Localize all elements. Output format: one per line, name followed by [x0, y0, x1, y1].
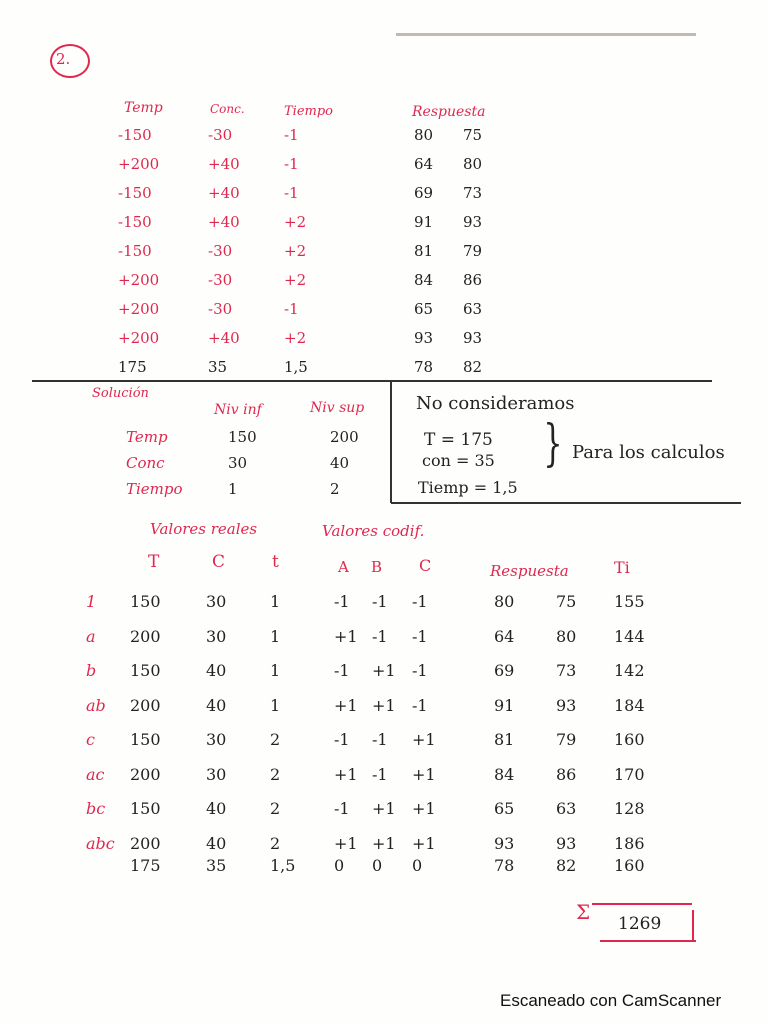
t2-cell: 30: [206, 592, 227, 611]
t2-cell: 64: [494, 626, 515, 646]
t1-cell: -1: [284, 300, 299, 318]
solution-cell: 40: [330, 454, 350, 472]
t2-cell: +1: [412, 799, 436, 818]
t2-cell: +1: [372, 661, 396, 680]
t2-cell: 1: [270, 695, 281, 715]
solution-cell: 1: [228, 480, 238, 498]
t2-header-respuesta: Respuesta: [490, 562, 569, 580]
divider-line: [32, 380, 712, 382]
t1-cell: +40: [208, 184, 240, 202]
t2-cell: +1: [334, 833, 358, 853]
t2-cell: +1: [412, 730, 436, 749]
t2-cell: 35: [206, 856, 227, 875]
t2-cell: 142: [614, 661, 645, 680]
t2-cell: 1: [270, 592, 281, 611]
t2-cell: -1: [372, 592, 388, 611]
t2-cell: b: [86, 661, 97, 680]
t2-cell: 0: [334, 856, 345, 875]
t2-header-A: A: [338, 558, 349, 576]
t2-cell: 2: [270, 764, 281, 784]
t1-cell: +2: [284, 329, 307, 347]
t1-cell: -30: [208, 242, 233, 260]
t2-cell: 69: [494, 661, 515, 680]
solution-cell: Temp: [126, 428, 168, 446]
t2-cell: 200: [130, 626, 161, 646]
t2-cell: a: [86, 626, 96, 646]
t2-cell: 80: [556, 626, 577, 646]
t2-cell: 93: [556, 833, 577, 853]
t2-cell: 2: [270, 833, 281, 853]
t2-cell: 150: [130, 799, 161, 818]
top-scan-edge: [396, 33, 696, 36]
t2-cell: 186: [614, 833, 645, 853]
note-brace: }: [543, 414, 563, 472]
t2-cell: 144: [614, 626, 645, 646]
t2-cell: 30: [206, 626, 227, 646]
t1-cell: 81: [414, 242, 434, 260]
solution-cell: 150: [228, 428, 257, 446]
t2-cell: c: [86, 730, 95, 749]
solution-col-inf: Niv inf: [214, 402, 262, 418]
t2-cell: 1,5: [270, 856, 296, 875]
t2-cell: abc: [86, 833, 115, 853]
t1-header-respuesta: Respuesta: [412, 104, 486, 120]
t2-cell: -1: [334, 799, 350, 818]
t2-cell: +1: [334, 764, 358, 784]
t2-cell: ab: [86, 695, 106, 715]
t1-cell: 64: [414, 155, 434, 173]
t2-cell: +1: [372, 833, 396, 853]
sigma-symbol: Σ: [576, 900, 591, 924]
solution-cell: 2: [330, 480, 340, 498]
t1-cell: +2: [284, 213, 307, 231]
t2-cell: 150: [130, 661, 161, 680]
t1-cell: +200: [118, 329, 160, 347]
t1-cell: 86: [463, 271, 483, 289]
t1-cell: -150: [118, 242, 152, 260]
t2-header-t: t: [272, 552, 279, 572]
t1-cell: 35: [208, 358, 228, 376]
t1-cell: -150: [118, 126, 152, 144]
solution-cell: Conc: [126, 454, 165, 472]
note-line4: Tiemp = 1,5: [418, 478, 518, 497]
note-bottom-line: [391, 502, 741, 504]
note-line2: T = 175: [424, 430, 493, 450]
t2-cell: 40: [206, 695, 227, 715]
t2-cell: 2: [270, 799, 281, 818]
t2-cell: -1: [372, 764, 388, 784]
t1-cell: -1: [284, 126, 299, 144]
t2-cell: 73: [556, 661, 577, 680]
t1-cell: +200: [118, 271, 160, 289]
t1-cell: +2: [284, 242, 307, 260]
t2-cell: -1: [412, 626, 428, 646]
t2-cell: bc: [86, 799, 106, 818]
t1-cell: -30: [208, 271, 233, 289]
t2-cell: 80: [494, 592, 515, 611]
t2-cell: +1: [334, 695, 358, 715]
t2-cell: 2: [270, 730, 281, 749]
t2-cell: 93: [556, 695, 577, 715]
t1-cell: 78: [414, 358, 434, 376]
t1-cell: 93: [414, 329, 434, 347]
solution-cell: Tiempo: [126, 480, 183, 498]
divider-vertical: [390, 381, 392, 503]
t2-cell: 93: [494, 833, 515, 853]
t2-cell: 160: [614, 730, 645, 749]
t2-cell: 30: [206, 764, 227, 784]
t2-cell: +1: [412, 764, 436, 784]
t2-cell: -1: [334, 592, 350, 611]
camscanner-watermark: Escaneado con CamScanner: [500, 991, 722, 1010]
t2-cell: 1: [270, 661, 281, 680]
t1-cell: -30: [208, 300, 233, 318]
t2-cell: 150: [130, 592, 161, 611]
t1-cell: -1: [284, 184, 299, 202]
t2-cell: 86: [556, 764, 577, 784]
note-line1: No consideramos: [416, 393, 575, 414]
t2-cell: -1: [412, 695, 428, 715]
t1-cell: 175: [118, 358, 147, 376]
t2-cell: ac: [86, 764, 105, 784]
t2-cell: -1: [372, 626, 388, 646]
t2-cell: 200: [130, 833, 161, 853]
t1-cell: 84: [414, 271, 434, 289]
total-right-line: [692, 910, 694, 942]
t2-cell: 82: [556, 856, 577, 875]
t2-cell: 65: [494, 799, 515, 818]
t2-header-C2: C: [419, 556, 432, 575]
t1-cell: +40: [208, 213, 240, 231]
t1-header-conc: Conc.: [210, 102, 245, 116]
t2-cell: +1: [334, 626, 358, 646]
t2-cell: 155: [614, 592, 645, 611]
t1-cell: 65: [414, 300, 434, 318]
solution-col-sup: Niv sup: [310, 400, 365, 416]
t2-cell: 40: [206, 799, 227, 818]
t1-cell: 79: [463, 242, 483, 260]
t1-cell: +200: [118, 155, 160, 173]
t1-cell: 93: [463, 329, 483, 347]
t2-cell: 1: [86, 592, 97, 611]
t2-cell: 200: [130, 695, 161, 715]
t1-cell: +40: [208, 155, 240, 173]
t2-cell: 150: [130, 730, 161, 749]
t2-cell: +1: [372, 695, 396, 715]
t1-cell: -30: [208, 126, 233, 144]
t2-cell: -1: [372, 730, 388, 749]
t2-cell: 160: [614, 856, 645, 875]
t2-cell: 40: [206, 833, 227, 853]
t2-cell: 78: [494, 856, 515, 875]
t2-cell: +1: [372, 799, 396, 818]
t1-cell: 73: [463, 184, 483, 202]
t2-cell: 0: [412, 856, 423, 875]
t1-cell: 1,5: [284, 358, 308, 376]
problem-number: 2.: [56, 50, 71, 68]
t1-cell: 80: [414, 126, 434, 144]
t1-cell: +2: [284, 271, 307, 289]
t2-title-reales: Valores reales: [150, 520, 258, 538]
t2-cell: 1: [270, 626, 281, 646]
t1-header-tiempo: Tiempo: [284, 104, 333, 119]
t2-cell: 30: [206, 730, 227, 749]
t2-cell: 170: [614, 764, 645, 784]
t2-cell: 184: [614, 695, 645, 715]
t2-cell: 175: [130, 856, 161, 875]
t1-cell: 69: [414, 184, 434, 202]
t1-cell: -1: [284, 155, 299, 173]
t2-cell: 91: [494, 695, 515, 715]
t2-cell: -1: [334, 661, 350, 680]
t1-header-temp: Temp: [124, 100, 163, 116]
t2-header-T: T: [148, 552, 160, 572]
t1-cell: 75: [463, 126, 483, 144]
t2-cell: 81: [494, 730, 515, 749]
note-line3: con = 35: [422, 451, 495, 470]
t2-cell: -1: [334, 730, 350, 749]
note-para: Para los calculos: [572, 442, 725, 463]
t2-cell: 200: [130, 764, 161, 784]
t2-cell: 0: [372, 856, 383, 875]
t1-cell: 63: [463, 300, 483, 318]
t1-cell: -150: [118, 184, 152, 202]
t2-cell: 63: [556, 799, 577, 818]
solution-cell: 200: [330, 428, 359, 446]
t2-cell: -1: [412, 592, 428, 611]
t2-title-cod: Valores codif.: [322, 522, 425, 540]
t2-cell: +1: [412, 833, 436, 853]
t2-cell: 40: [206, 661, 227, 680]
solution-cell: 30: [228, 454, 248, 472]
t2-cell: 75: [556, 592, 577, 611]
t2-cell: 128: [614, 799, 645, 818]
t2-cell: 79: [556, 730, 577, 749]
t2-cell: -1: [412, 661, 428, 680]
t2-cell: 84: [494, 764, 515, 784]
t2-header-C: C: [212, 552, 226, 572]
t1-cell: 80: [463, 155, 483, 173]
t1-cell: +40: [208, 329, 240, 347]
t1-cell: -150: [118, 213, 152, 231]
total-top-line: [592, 903, 692, 905]
t2-header-ti: Ti: [614, 558, 630, 577]
solution-title: Solución: [92, 386, 149, 401]
total-value: 1269: [618, 914, 662, 934]
t1-cell: 82: [463, 358, 483, 376]
total-bottom-line: [600, 940, 696, 942]
t1-cell: +200: [118, 300, 160, 318]
t2-header-B: B: [371, 558, 383, 576]
t1-cell: 93: [463, 213, 483, 231]
t1-cell: 91: [414, 213, 434, 231]
